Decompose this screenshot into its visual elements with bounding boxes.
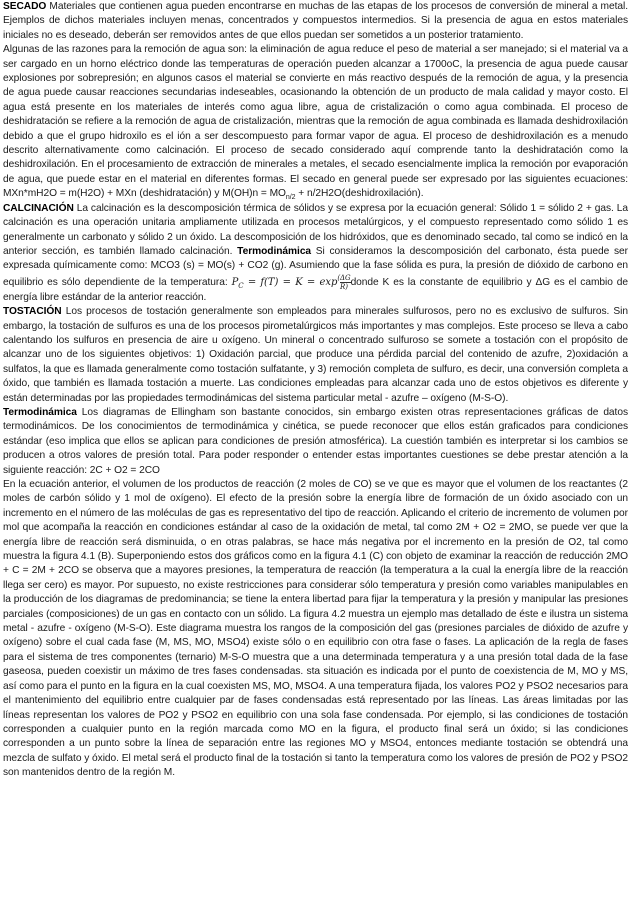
calcinacion-text-a: La calcinación es la descomposición térmica de sólidos y se expresa por la ecuación general: Sólido 1 = sólido 2 + gas. La calcinación es una operación unitaria ampliamente utilizada en procesos metalúrgicos, y el compuesto representado como sólido 1 es generalmente un carbonato y sólido 2 un óxido. La descomposición de los hidróxidos, que es denominado secado, tal como se indicó en la anterior sección, es también llamado calcinación.	[3, 202, 628, 257]
formula-lhs-sub: C	[238, 281, 244, 290]
remocion-text-b: + n/2H2O(deshidroxilación).	[295, 188, 424, 200]
secado-text: Materiales que contienen agua pueden encontrarse en muchas de las etapas de los procesos de conversión de mineral a metal. Ejemplos de dichos materiales incluyen menas, concentrados y compuestos intermedios. Si la presencia de agua en estos materiales iniciales no es deseado, deberán ser removidos antes de que ellos puedan ser sometidos a un posterior tratamiento.	[3, 1, 628, 41]
tostacion-text: Los procesos de tostación generalmente son empleados para minerales sulfurosos, pero no es exclusivo de sulfuros. Sin embargo, la tostación de sulfuros es una de los procesos pirometalúrgicos más importantes y mas complejos. Este proceso se lleva a cabo calentando los sulfuros en presencia de aire u oxígeno. Un mineral o concentrado sulfuroso se somete a tostación con el propósito de alcanzar uno de los siguientes objetivos: 1) Oxidación parcial, que produce una pérdida parcial del contenido de azufre, 2)oxidación a sulfatos, la que es llamada generalmente como tostación sulfatante, y 3) remoción completa de sulfuro, es decir, una conversión completa a óxido, que también es llamada tostación a muerte. Las condiciones empleadas para alcanzar cada uno de estos objetivos es diferente y están determinadas por las propiedades termodinámicas del sistema particular metal - azufre – oxígeno (M-S-O).	[3, 306, 628, 404]
formula-denominator: R	[339, 282, 346, 291]
calcinacion-text-b: Si consideramos la descomposición del carbonato, ésta puede ser expresada químicamente como: MCO3 (s) = MO(s) + CO2 (g). Asumiendo que la fase sólida es pura, la presión de dióxido de carbono en equilibrio es sólo dependiente de la temperatura:	[3, 245, 629, 288]
calcinacion-text-c: donde K es la constante de equilibrio y ΔG es el cambio de energía libre estándar de la anterior reacción.	[3, 276, 628, 303]
paragraph-remocion-agua	[3, 43, 628, 201]
heading-tostacion: TOSTACIÓN	[3, 306, 62, 318]
heading-secado: SECADO	[3, 1, 47, 12]
formula-lhs: P	[231, 276, 239, 288]
remocion-text-a: Algunas de las razones para la remoción de agua son: la eliminación de agua reduce el peso de material a ser manejado; si el material va a ser cargado en un horno eléctrico donde las temperaturas de operación pueden alcanzar a 1700oC, la presencia de agua puede causar explosiones por sobrepresión; en algunos casos el material se convierte en más reactivo después de la remoción de agua, y la presencia de agua puede causar reacciones secundarias indeseables, ocasionando la obtención de un producto de mala calidad y mayor costo. El agua está presente en los materiales de interés como agua libre, agua de cristalización o como agua combinada. El proceso de deshidratación se refiere a la remoción de agua de cristalización, mientras que la remoción de agua combinada es llamada deshidroxilación debido a que el grupo hidroxilo es el ión a ser descompuesto para formar vapor de agua. El proceso de deshidroxilación es a menudo descrito alternativamente como calcinación. El proceso de secado considerado aquí comprende tanto la deshidratación como la deshidroxilación. En el procesamiento de extracción de minerales a metales, el secado esencialmente implica la remoción por evaporación de agua, que puede estar en el material en diferentes formas. El secado en general puede ser expresado por las siguientes ecuaciones: MXn*mH2O = m(H2O) + MXn (deshidratación) y M(OH)n = MO	[3, 44, 628, 200]
subscript-n2: n/2	[285, 194, 296, 202]
heading-calcinacion: CALCINACIÓN	[3, 202, 74, 214]
termodinamica-text: Los diagramas de Ellingham son bastante conocidos, sin embargo existen otras representaciones gráficas de datos termodinámicos. De los conocimientos de termodinámica y cinética, se puede reconocer que ellos están graficados para condiciones estándar (eso implica que ellos se aplican para condiciones de presión atmosférica). La cuestión también es interpretar si los cambios se producen a otros valores de presión total. Para poder responder o entender estas importantes cuestiones se debe prestar atención a la siguiente reacción: 2C + O2 = 2CO	[3, 406, 628, 476]
formula-mid: = f(T) = K = exp	[243, 276, 338, 288]
paragraph-calcinacion	[3, 202, 628, 305]
paragraph-termodinamica	[3, 406, 628, 478]
heading-termodinamica: Termodinámica	[3, 406, 77, 418]
paragraph-secado	[3, 0, 628, 43]
ecuacion-anterior-text: En la ecuación anterior, el volumen de los productos de reacción (2 moles de CO) se ve que es mayor que el volumen de los reactantes (2 moles de carbón sólido y 1 mol de oxígeno). El efecto de la presión sobre la energía libre de formación de un óxido asociado con un incremento en el número de las moléculas de gas es representativo del tipo de reacción. Aplicando el criterio de incremento de volumen por mol que acompaña la reacción en condiciones estándar al caso de la oxidación de metal, tal como 2M + O2 = 2MO, se puede ver que la energía libre de reacción será disminuida, o en otras palabras, se hace más negativa por el incremento en la presión de O2, tal como muestra la figura 4.1 (B). Superponiendo estos dos gráficos como en la figura 4.1 (C) con objeto de examinar la reacción de reducción 2MO + C = 2M + 2CO se observa que a mayores presiones, la temperatura de reacción (la temperatura a la cual la energía libre de la reacción llega ser cero) es mayor. Por supuesto, no existe restricciones para considerar sólo temperatura y presión como variables manipulables en la producción de los diagramas de predominancia; se tiene la entera libertad para fijar la temperatura y la presión y manipular las presiones parciales (composiciones) de un gas en contacto con un sólido. La figura 4.2 muestra un ejemplo mas detallado de éste e ilustra un sistema metal - azufre - oxígeno (M-S-O). Este diagrama muestra los rangos de la composición del gas (presiones parciales de dióxido de azufre y oxígeno) sobre el cual cada fase (M, MS, MO, MSO4) existe sólo o en equilibrio con otra fase o fases. La aplicación de la regla de fases para el sistema de tres componentes (ternario) M-S-O muestra que a una determinada temperatura y a una presión total dada de la fase gaseosa, pueden coexistir un máximo de tres fases condensadas. sta situación es indicada por el punto de coexistencia de M, MO y MS, así como para el punto en la figura en la cual coexisten MS, MO, MSO4. A una temperatura fijada, los valores PO2 y PSO2 necesarios para el mantenimiento del equilibrio entre cualquier par de fases condensadas está representado por las líneas. Las áreas limitadas por las líneas representan los valores de PO2 y PSO2 en equilibrio con una sola fase condensada. Por ejemplo, si las condiciones de tostación corresponden a cualquier punto en la región marcada como MO en la figura, el producto final será un óxido; si las condiciones corresponden a un punto sobre la línea de separación entre las regiones MO y MSO4, entonces mediante tostación se obtendrá una mezcla de sulfato y óxido. El metal será el producto final de la tostación si tanto la temperatura como los valores de presión de PO2 y PSO2 son mantenidos dentro de la región M.	[3, 479, 628, 779]
paragraph-ecuacion-anterior	[3, 478, 628, 781]
term-termodinamica: Termodinámica	[237, 245, 312, 257]
equilibrium-formula	[231, 273, 351, 291]
formula-numerator: ΔG	[340, 273, 351, 282]
formula-fraction: (ΔG R)	[337, 273, 351, 291]
paragraph-tostacion	[3, 305, 628, 406]
